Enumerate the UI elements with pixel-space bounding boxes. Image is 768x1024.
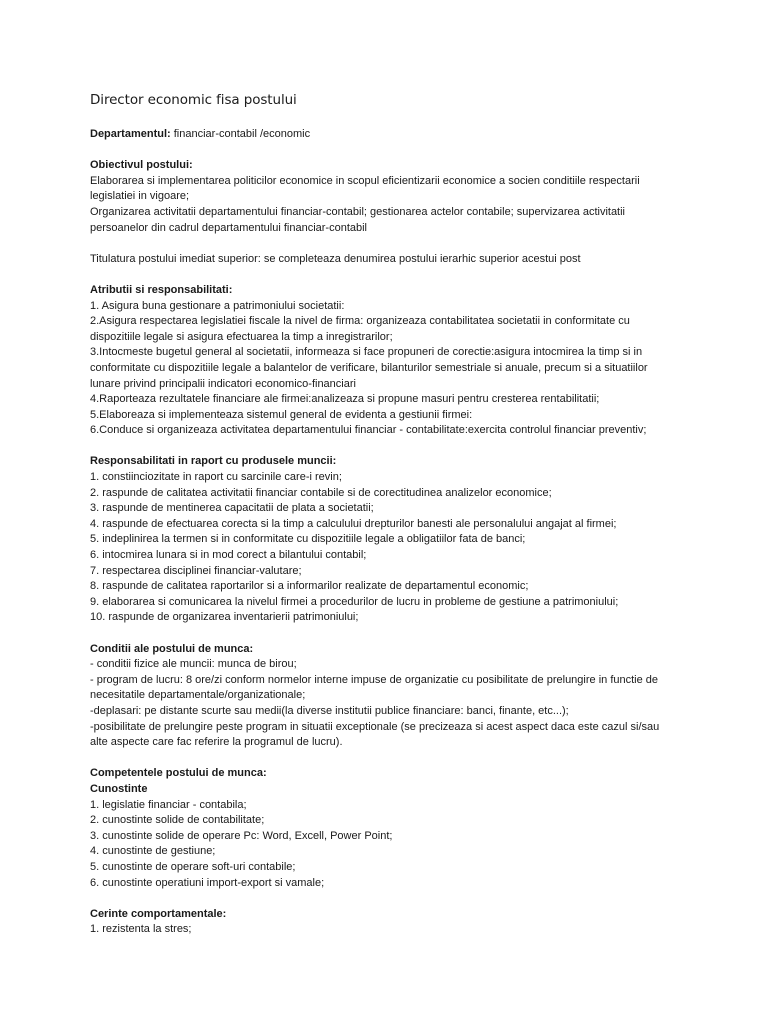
- conditions-line: alte aspecte care fac referire la programul de lucru).: [90, 736, 343, 749]
- document-page: [90, 92, 730, 938]
- competences-line: 1. legislatie financiar - contabila;: [90, 798, 247, 811]
- responsibilities-line: 8. raspunde de calitatea raportarilor si a informarilor realizate de departamentul economic;: [90, 580, 529, 593]
- duties-line: 1. Asigura buna gestionare a patrimoniului societatii:: [90, 299, 345, 312]
- responsibilities-line: 10. raspunde de organizarea inventarierii patrimoniului;: [90, 611, 359, 624]
- conditions-line: - conditii fizice ale muncii: munca de birou;: [90, 658, 297, 671]
- objective-line: persoanelor din cadrul departamentului financiar-contabil: [90, 221, 367, 234]
- duties-line: 5.Elaboreaza si implementeaza sistemul general de evidenta a gestiunii firmei:: [90, 408, 473, 421]
- duties-line: 4.Raporteaza rezultatele financiare ale firmei:analizeaza si propune masuri pentru cresterea rentabilitatii;: [90, 393, 600, 406]
- responsibilities-line: 2. raspunde de calitatea activitatii financiar contabile si de corectitudinea analizelor economice;: [90, 486, 552, 499]
- department-line: [90, 127, 730, 143]
- duties-line: lunare privind principalii indicatori economico-financiari: [90, 377, 356, 390]
- conditions-line: -posibilitate de prelungire peste program in situatii exceptionale (se precizeaza si acest aspect daca este cazul si/sau: [90, 720, 660, 733]
- department-label: Departamentul:: [90, 128, 171, 140]
- objective-line: Elaborarea si implementarea politicilor economice in scopul eficientizarii economice a socien conditiile respectarii: [90, 174, 640, 187]
- competences-line: 4. cunostinte de gestiune;: [90, 845, 216, 858]
- competences-line: 5. cunostinte de operare soft-uri contabile;: [90, 860, 296, 873]
- competences-heading: Competentele postului de munca:: [90, 767, 267, 780]
- competences-line: 6. cunostinte operatiuni import-export si vamale;: [90, 876, 325, 889]
- responsibilities-line: 3. raspunde de mentinerea capacitatii de plata a societatii;: [90, 502, 374, 515]
- behavioral-line: 1. rezistenta la stres;: [90, 923, 192, 936]
- objective-heading: Obiectivul postului:: [90, 159, 193, 172]
- competences-line: 3. cunostinte solide de operare Pc: Word, Excell, Power Point;: [90, 829, 393, 842]
- conditions-heading: Conditii ale postului de munca:: [90, 642, 254, 655]
- document-title: Director economic fisa postului: [90, 92, 297, 108]
- responsibilities-line: 9. elaborarea si comunicarea la nivelul firmei a procedurilor de lucru in probleme de gestiune a patrimoniului;: [90, 595, 619, 608]
- conditions-line: - program de lucru: 8 ore/zi conform normelor interne impuse de organizatie cu posibilitate de prelungire in functie de: [90, 673, 659, 686]
- superior-title-line: Titulatura postului imediat superior: se completeaza denumirea postului ierarhic superior acestui post: [90, 252, 581, 265]
- duties-line: conformitate cu dispozitiile legale a balantelor de verificare, bilanturilor semestriale si anuale, precum si a situatiilor: [90, 361, 648, 374]
- responsibilities-heading: Responsabilitati in raport cu produsele muncii:: [90, 455, 337, 468]
- duties-line: 3.Intocmeste bugetul general al societatii, informeaza si face propuneri de corectie:asigura intocmirea la timp si in: [90, 346, 643, 359]
- duties-section: [90, 283, 730, 439]
- objective-line: Organizarea activitatii departamentului financiar-contabil; gestionarea actelor contabile; supervizarea activitatii: [90, 205, 626, 218]
- responsibilities-line: 1. constiinciozitate in raport cu sarcinile care-i revin;: [90, 471, 342, 484]
- department-value: financiar-contabil /economic: [170, 128, 311, 140]
- responsibilities-line: 6. intocmirea lunara si in mod corect a bilantului contabil;: [90, 549, 367, 562]
- behavioral-heading: Cerinte comportamentale:: [90, 907, 227, 920]
- objective-section: [90, 158, 730, 236]
- responsibilities-line: 4. raspunde de efectuarea corecta si la timp a calculului drepturilor banesti ale personalului angajat al firmei;: [90, 517, 617, 530]
- competences-section: [90, 766, 730, 891]
- responsibilities-section: [90, 454, 730, 626]
- knowledge-subheading: Cunostinte: [90, 782, 148, 795]
- responsibilities-line: 5. indeplinirea la termen si in conformitate cu dispozitiile legale a obligatiilor fata de banci;: [90, 533, 526, 546]
- duties-heading: Atributii si responsabilitati:: [90, 283, 233, 296]
- conditions-section: [90, 642, 730, 751]
- duties-line: dispozitiile legale si asigura efectuarea la timp a inregistrarilor;: [90, 330, 393, 343]
- duties-line: 2.Asigura respectarea legislatiei fiscale la nivel de firma: organizeaza contabilitatea societatii in conformitate cu: [90, 315, 630, 328]
- conditions-line: necesitatile departamentale/organizationale;: [90, 689, 306, 702]
- conditions-line: -deplasari: pe distante scurte sau medii(la diverse institutii publice financiare: banci, finante, etc...);: [90, 704, 569, 717]
- behavioral-section: [90, 907, 730, 938]
- duties-line: 6.Conduce si organizeaza activitatea departamentului financiar - contabilitate:exercita controlul financiar preventiv;: [90, 424, 647, 437]
- responsibilities-line: 7. respectarea disciplinei financiar-valutare;: [90, 564, 302, 577]
- objective-line: legislatiei in vigoare;: [90, 190, 190, 203]
- competences-line: 2. cunostinte solide de contabilitate;: [90, 814, 265, 827]
